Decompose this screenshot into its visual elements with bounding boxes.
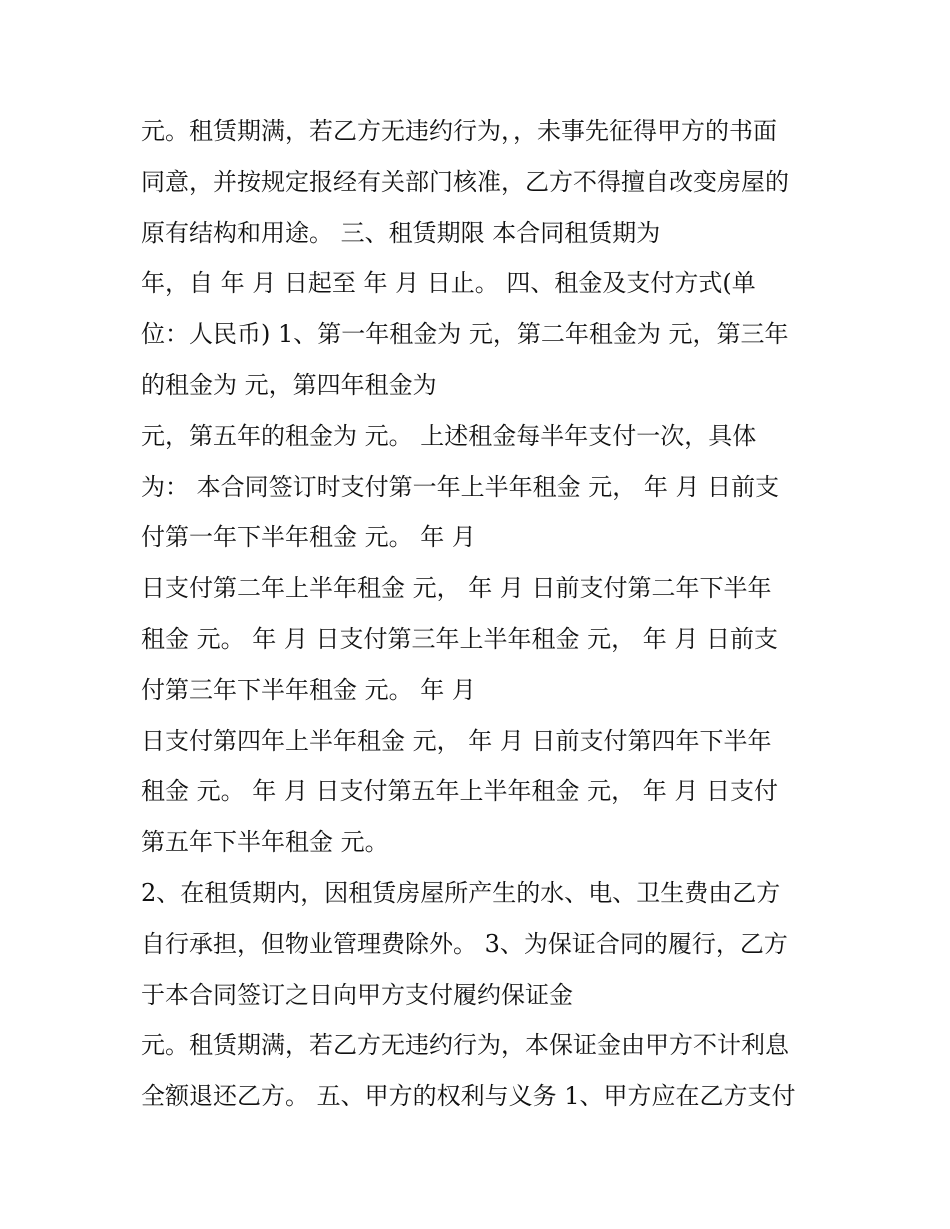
text-line: 租金 元。 年 月 日支付第三年上半年租金 元， 年 月 日前支 xyxy=(141,624,779,653)
text-line: 的租金为 元，第四年租金为 xyxy=(141,370,437,399)
text-line: 租金 元。 年 月 日支付第五年上半年租金 元， 年 月 日支付 xyxy=(141,777,779,806)
text-line: 付第三年下半年租金 元。 年 月 xyxy=(141,675,476,704)
text-line: 于本合同签订之日向甲方支付履约保证金 xyxy=(141,980,573,1009)
contract-text xyxy=(141,106,841,1122)
text-line: 2、在租赁期内，因租赁房屋所产生的水、电、卫生费由乙方 xyxy=(141,878,781,907)
text-line: 原有结构和用途。 三、租赁期限 本合同租赁期为 xyxy=(141,218,661,247)
text-line: 元。租赁期满，若乙方无违约行为，，未事先征得甲方的书面 xyxy=(141,117,777,145)
text-line: 付第一年下半年租金 元。 年 月 xyxy=(141,523,476,552)
text-line: 全额退还乙方。 五、甲方的权利与义务 1、甲方应在乙方支付 xyxy=(141,1082,796,1111)
text-line: 日支付第四年上半年租金 元， 年 月 日前支付第四年下半年 xyxy=(141,726,772,755)
text-line: 元。租赁期满，若乙方无违约行为，本保证金由甲方不计利息 xyxy=(141,1031,789,1060)
text-line: 元，第五年的租金为 元。 上述租金每半年支付一次，具体 xyxy=(141,421,757,450)
text-line: 位：人民币) 1、第一年租金为 元，第二年租金为 元，第三年 xyxy=(141,320,789,349)
text-line: 年，自 年 月 日起至 年 月 日止。 四、租金及支付方式(单 xyxy=(141,269,756,298)
text-line: 自行承担，但物业管理费除外。 3、为保证合同的履行，乙方 xyxy=(141,929,788,958)
text-line: 为： 本合同签订时支付第一年上半年租金 元， 年 月 日前支 xyxy=(141,472,780,501)
text-line: 第五年下半年租金 元。 xyxy=(141,828,389,857)
text-line: 同意，并按规定报经有关部门核准，乙方不得擅自改变房屋的 xyxy=(141,167,789,196)
text-line: 日支付第二年上半年租金 元， 年 月 日前支付第二年下半年 xyxy=(141,574,772,603)
